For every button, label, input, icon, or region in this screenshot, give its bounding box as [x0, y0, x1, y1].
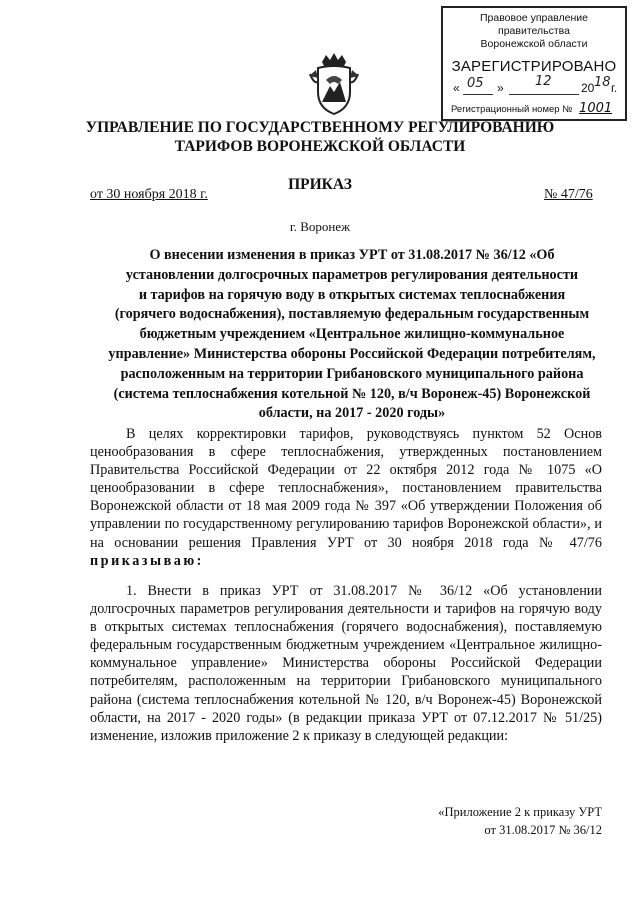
document-city: г. Воронеж — [289, 219, 351, 234]
stamp-year: 18 — [594, 75, 611, 90]
organization-title: УПРАВЛЕНИЕ ПО ГОСУДАРСТВЕННОМУ РЕГУЛИРОВАНИЮ ТАРИФОВ ВОРОНЕЖСКОЙ ОБЛАСТИ — [85, 119, 555, 155]
registration-stamp — [441, 6, 627, 121]
stamp-month: 12 — [535, 74, 552, 89]
document-date: от 30 ноября 2018 г. — [90, 187, 208, 202]
voronezh-coat-of-arms-icon — [308, 52, 360, 116]
document-subject: О внесении изменения в приказ УРТ от 31.08.2017 № 36/12 «Об установлении долгосрочных параметров регулирования деятельности и тарифов на горячую воду в открытых системах теплоснабжения (горячего водоснабжения), поставляемую федеральным государственным бюджетным учреждением «Центральное жилищно-коммунальное управление» Министерства обороны Российской Федерации потребителям, расположенным на территории Грибановского муниципального района (система теплоснабжения котельной № 120, в/ч Воронеж-45) Воронежской области, на 2017 - 2020 годы» — [108, 247, 596, 422]
appendix-reference: «Приложение 2 к приказу УРТ от 31.08.2017 № 36/12 — [438, 805, 602, 837]
stamp-reg-number-value: 1001 — [579, 101, 613, 116]
stamp-day: 05 — [467, 76, 484, 91]
item-1-paragraph: 1. Внести в приказ УРТ от 31.08.2017 № 36/12 «Об установлении долгосрочных параметров регулирования деятельности и тарифов на горячую воду в открытых системах теплоснабжения (горячего водоснабжения), поставляемую федеральным государственным бюджетным учреждением «Центральное жилищно-коммунальное управление» Министерства обороны Российской Федерации потребителям, расположенным на территории Грибановского муниципального района (система теплоснабжения котельной № 120, в/ч Воронеж-45) Воронежской области, на 2017 - 2020 годы» (в редакции приказа УРТ от 07.12.2017 № 51/25) изменение, изложив приложение 2 к приказу в следующей редакции: — [90, 583, 602, 744]
order-word: приказываю: — [90, 552, 204, 569]
preamble-paragraph: В целях корректировки тарифов, руководствуясь пунктом 52 Основ ценообразования в сфере теплоснабжения, утвержденных постановлением Правительства Российской Федерации от 22 октября 2012 года № 1075 «О ценообразовании в сфере теплоснабжения», постановлением правительства Воронежской области от 18 мая 2009 года № 397 «Об утверждении Положения об управлении по государственному регулированию тарифов Воронежской области», и на основании решения Правления УРТ от 30 ноября 2018 года № 47/76 приказываю: — [90, 426, 602, 569]
stamp-organization: Правовое управление правительства Воронежской области — [479, 12, 588, 50]
stamp-reg-number: Регистрационный номер № 1001 — [451, 101, 613, 116]
stamp-status: ЗАРЕГИСТРИРОВАНО — [451, 58, 617, 75]
stamp-date: « 05 » 12 20 18 г. — [453, 74, 618, 95]
document-type: ПРИКАЗ — [288, 176, 352, 193]
document-number: № 47/76 — [544, 187, 593, 202]
